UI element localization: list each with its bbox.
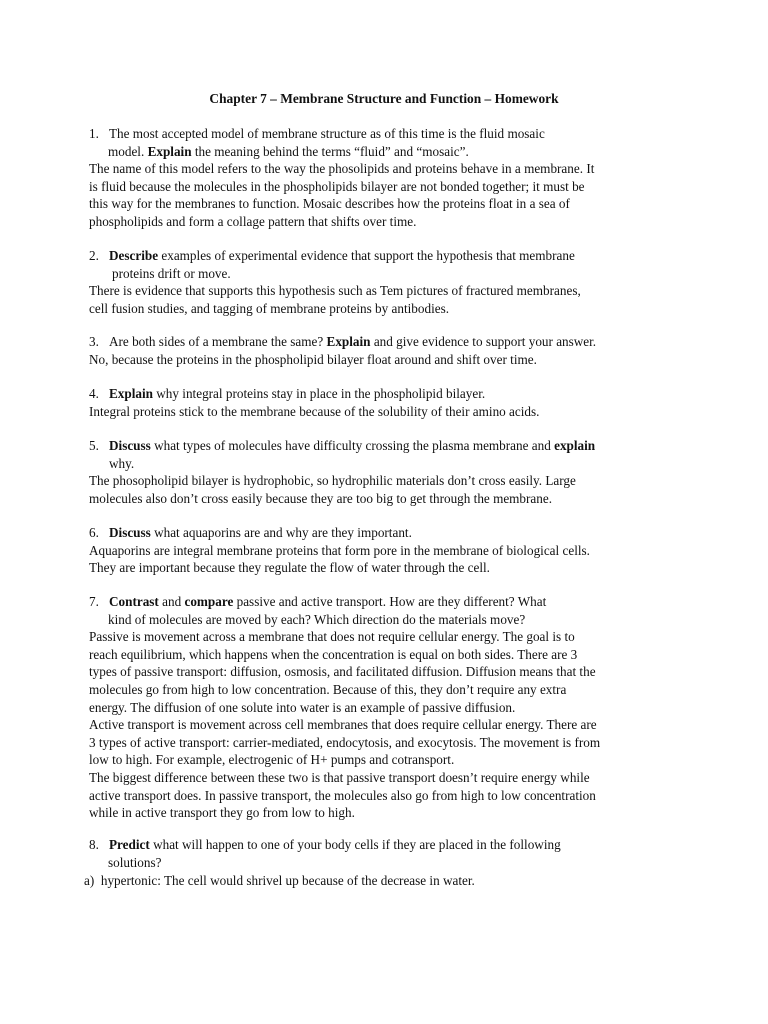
question-number: 1.	[89, 126, 99, 141]
answer-line: The phosopholipid bilayer is hydrophobic, so hydrophilic materials don’t cross easily. Large	[89, 473, 576, 489]
question-text: why integral proteins stay in place in the phospholipid bilayer.	[152, 386, 486, 401]
answer-line: The name of this model refers to the way the phosolipids and proteins behave in a membrane. It	[89, 161, 595, 177]
question-8	[89, 836, 561, 854]
question-text: passive and active transport. How are they different? What	[233, 594, 547, 609]
question-number: 6.	[89, 525, 99, 540]
question-number: 7.	[89, 594, 99, 609]
question-keyword: Predict	[109, 837, 150, 852]
question-keyword: compare	[184, 594, 234, 609]
question-keyword: Discuss	[109, 438, 151, 453]
answer-line: reach equilibrium, which happens when the concentration is equal on both sides. There are 3	[89, 646, 578, 662]
answer-line: The biggest difference between these two is that passive transport doesn’t require energy while	[89, 770, 590, 785]
question-4	[89, 385, 485, 403]
question-text: and	[158, 594, 185, 609]
question-keyword: Describe	[109, 248, 159, 263]
answer-line: while in active transport they go from low to high.	[89, 805, 355, 821]
question-5-line-2: why.	[109, 455, 135, 471]
answer-line: They are important because they regulate the flow of water through the cell.	[89, 560, 490, 576]
answer-line: this way for the membranes to function. Mosaic describes how the proteins float in a sea of	[89, 196, 570, 212]
question-keyword: Explain	[326, 334, 371, 349]
answer-line: types of passive transport: diffusion, osmosis, and facilitated diffusion. Diffusion means that the	[89, 664, 596, 680]
question-3	[89, 333, 596, 351]
question-text: model.	[108, 143, 148, 159]
question-7-line-2: kind of molecules are moved by each? Which direction do the materials move?	[108, 611, 526, 627]
question-8-line-2: solutions?	[108, 854, 162, 870]
question-keyword: explain	[554, 438, 596, 453]
question-6	[89, 524, 412, 542]
question-number: 8.	[89, 837, 99, 852]
question-text: what will happen to one of your body cells if they are placed in the following	[149, 837, 561, 852]
answer-line: energy. The diffusion of one solute into water is an example of passive diffusion.	[89, 699, 516, 715]
question-number: 2.	[89, 248, 99, 263]
question-number: 5.	[89, 438, 99, 453]
answer-line: No, because the proteins in the phospholipid bilayer float around and shift over time.	[89, 351, 537, 367]
question-2-line-2: proteins drift or move.	[112, 265, 231, 281]
answer-line: There is evidence that supports this hypothesis such as Tem pictures of fractured membranes,	[89, 283, 581, 299]
question-1	[89, 125, 545, 143]
answer-line: phospholipids and form a collage pattern that shifts over time.	[89, 214, 417, 229]
answer-line: Integral proteins stick to the membrane because of the solubility of their amino acids.	[89, 403, 540, 419]
answer-line: 3 types of active transport: carrier-mediated, endocytosis, and exocytosis. The movement is from	[89, 734, 601, 750]
answer-line: cell fusion studies, and tagging of membrane proteins by antibodies.	[89, 300, 450, 316]
answer-line: Aquaporins are integral membrane proteins that form pore in the membrane of biological cells.	[89, 542, 590, 558]
question-text: Are both sides of a membrane the same?	[109, 334, 327, 349]
sub-answer-a	[84, 872, 475, 890]
question-keyword: Explain	[109, 386, 153, 401]
question-text: examples of experimental evidence that support the hypothesis that membrane	[158, 248, 575, 263]
answer-line: is fluid because the molecules in the phospholipids bilayer are not bonded together; it must be	[89, 178, 585, 194]
question-keyword: Contrast	[109, 594, 159, 609]
question-1-line-2	[108, 143, 469, 161]
answer-line: molecules go from high to low concentration. Because of this, they don’t require any extra	[89, 682, 567, 697]
answer-line: Active transport is movement across cell membranes that does require cellular energy. There are	[89, 717, 597, 733]
answer-line: low to high. For example, electrogenic of H+ pumps and cotransport.	[89, 752, 455, 768]
question-text: what types of molecules have difficulty crossing the plasma membrane and	[150, 438, 555, 453]
question-keyword: Discuss	[109, 525, 151, 540]
question-5	[89, 437, 595, 455]
question-7	[89, 593, 546, 611]
answer-line: active transport does. In passive transport, the molecules also go from high to low concentration	[89, 787, 596, 803]
question-2	[89, 247, 575, 265]
answer-line: Passive is movement across a membrane that does not require cellular energy. The goal is to	[89, 629, 575, 645]
question-text: and give evidence to support your answer.	[370, 334, 597, 349]
question-text: The most accepted model of membrane structure as of this time is the fluid mosaic	[109, 126, 545, 141]
sub-answer-label: a)	[84, 873, 95, 888]
sub-answer-text: hypertonic: The cell would shrivel up because of the decrease in water.	[100, 873, 475, 888]
page-title: Chapter 7 – Membrane Structure and Function – Homework	[209, 91, 559, 106]
question-text: what aquaporins are and why are they important.	[150, 525, 412, 540]
question-number: 3.	[89, 334, 99, 349]
answer-line: molecules also don’t cross easily because they are too big to get through the membrane.	[89, 490, 553, 506]
question-keyword: Explain	[147, 143, 192, 159]
question-text: the meaning behind the terms “fluid” and “mosaic”.	[191, 143, 469, 159]
question-number: 4.	[89, 386, 99, 401]
